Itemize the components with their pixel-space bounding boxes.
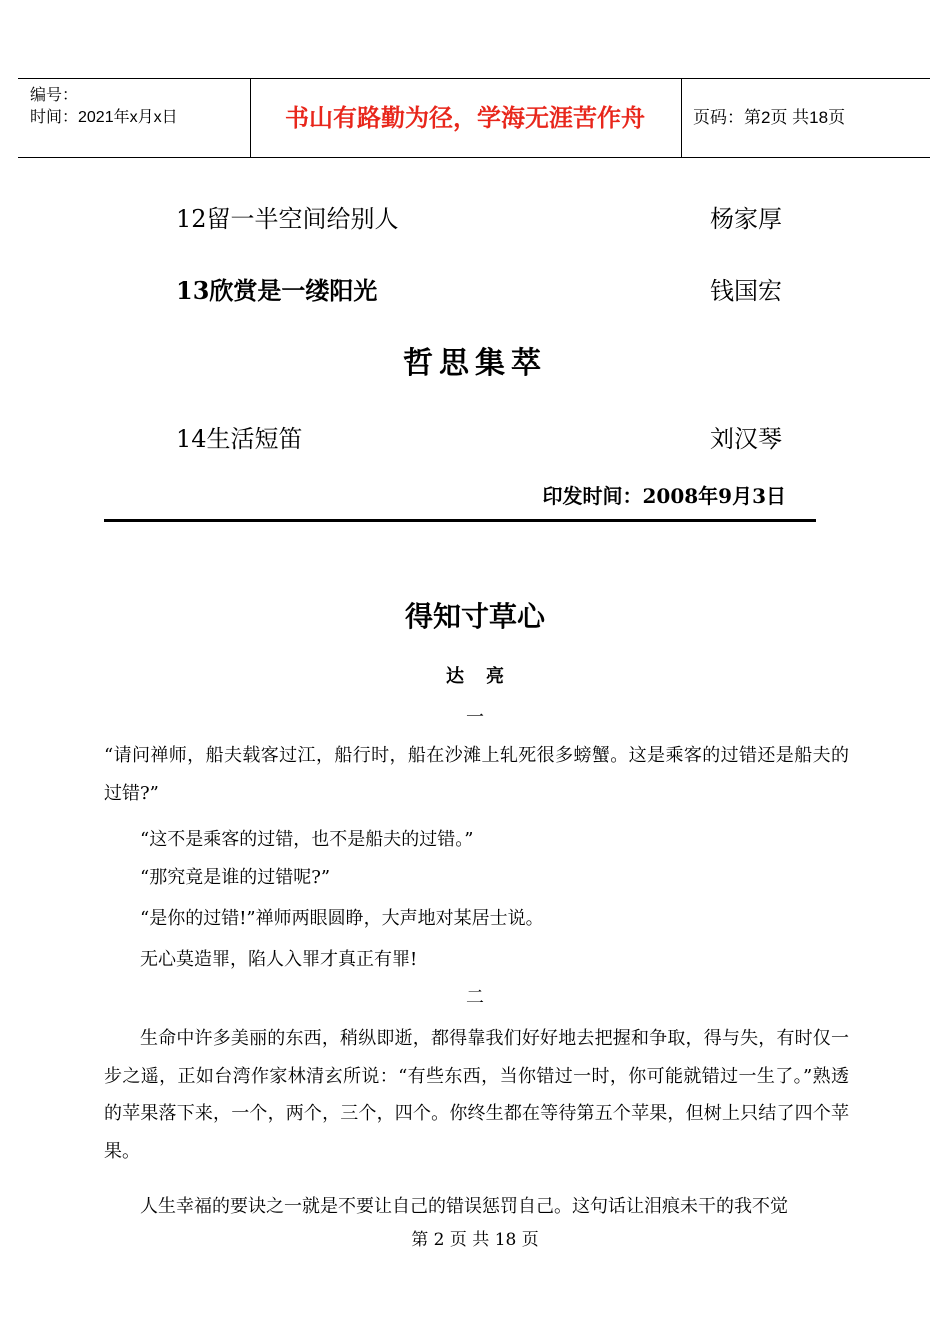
toc-item-author: 钱国宏: [710, 277, 782, 305]
divider-rule: [104, 519, 816, 522]
section-heading: 哲思集萃: [403, 346, 547, 381]
header-motto: 书山有路勤为径，学海无涯苦作舟: [285, 103, 645, 132]
article-author: 达亮: [446, 666, 526, 687]
paragraph: 生命中许多美丽的东西，稍纵即逝，都得靠我们好好地去把握和争取，得与失，有时仅一步之遥，正如台湾作家林清玄所说：“有些东西，当你错过一时，你可能就错过一生了。”熟透的苹果落下来，一个，两个，三个，四个。你终生都在等待第五个苹果，但树上只结了四个苹果。: [104, 1028, 849, 1162]
toc-item-title: 13欣赏是一缕阳光: [176, 276, 378, 305]
paragraph: “请问禅师，船夫载客过江，船行时，船在沙滩上轧死很多螃蟹。这是乘客的过错还是船夫的过错?”: [104, 745, 849, 804]
time-label: 时间：2021年x月x日: [30, 109, 178, 126]
paragraph: “是你的过错!”禅师两眼圆睁，大声地对某居士说。: [140, 908, 544, 929]
toc-item-title: 12留一半空间给别人: [176, 205, 399, 233]
section-number: 二: [466, 987, 484, 1008]
toc-item-title: 14生活短笛: [176, 425, 303, 453]
header-left: [30, 85, 178, 129]
paragraph: “那究竟是谁的过错呢?”: [140, 867, 331, 888]
toc-item-author: 杨家厚: [710, 205, 782, 233]
issue-date: 印发时间：2008年9月3日: [542, 484, 786, 508]
paragraph: 人生幸福的要诀之一就是不要让自己的错误惩罚自己。这句话让泪痕未干的我不觉: [140, 1196, 788, 1217]
page-footer: 第 2 页 共 18 页: [411, 1230, 539, 1250]
paragraph: “这不是乘客的过错，也不是船夫的过错。”: [140, 829, 474, 850]
paragraph: 无心莫造罪，陷人入罪才真正有罪!: [140, 949, 418, 970]
article-title: 得知寸草心: [404, 600, 545, 633]
toc-item-author: 刘汉琴: [710, 425, 782, 453]
header-page-info: 页码：第2页 共18页: [693, 108, 846, 127]
section-number: 一: [466, 707, 484, 728]
header-divider: [681, 79, 682, 157]
serial-label: 编号：: [30, 87, 79, 104]
page-header: [18, 78, 930, 158]
